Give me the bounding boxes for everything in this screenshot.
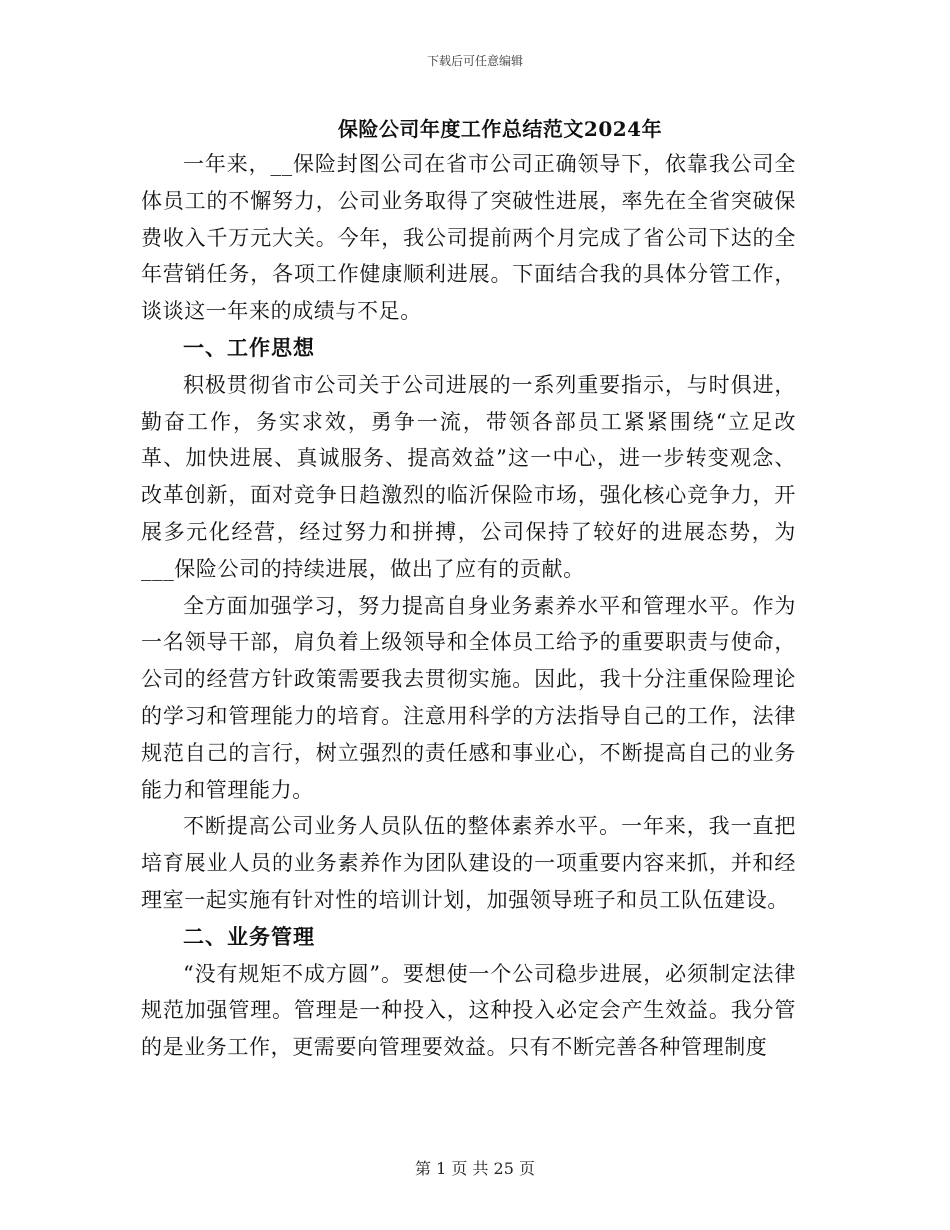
body-paragraph: 不断提高公司业务人员队伍的整体素养水平。一年来，我一直把培育展业人员的业务素养作为团队建设的一项重要内容来抓，并和经理室一起实施有针对性的培训计划，加强领导班子和员工队伍建设。 xyxy=(141,814,796,912)
page-header-note: 下载后可任意编辑 xyxy=(426,54,523,68)
body-paragraph: 积极贯彻省市公司关于公司进展的一系列重要指示，与时俱进，勤奋工作，务实求效，勇争一流，带领各部员工紧紧围绕“立足改革、加快进展、真诚服务、提高效益”这一中心，进一步转变观念、改革创新，面对竞争日趋激烈的临沂保险市场，强化核心竞争力，开展多元化经营，经过努力和拼搏，公司保持了较好的进展态势，为___保险公司的持续进展，做出了应有的贡献。 xyxy=(141,372,796,581)
section-heading-work-thought: 一、工作思想 xyxy=(183,334,315,360)
section-heading-business-management: 二、业务管理 xyxy=(183,923,315,949)
document-title: 保险公司年度工作总结范文2024年 xyxy=(337,117,663,141)
page-number: 第 1 页 共 25 页 xyxy=(415,1159,535,1178)
body-paragraph: 全方面加强学习，努力提高自身业务素养水平和管理水平。作为一名领导干部，肩负着上级领导和全体员工给予的重要职责与使命，公司的经营方针政策需要我去贯彻实施。因此，我十分注重保险理论的学习和管理能力的培育。注意用科学的方法指导自己的工作，法律规范自己的言行，树立强烈的责任感和事业心，不断提高自己的业务能力和管理能力。 xyxy=(141,593,796,802)
intro-paragraph: 一年来，__保险封图公司在省市公司正确领导下，依靠我公司全体员工的不懈努力，公司业务取得了突破性进展，率先在全省突破保费收入千万元大关。今年，我公司提前两个月完成了省公司下达的全年营销任务，各项工作健康顺利进展。下面结合我的具体分管工作，谈谈这一年来的成绩与不足。 xyxy=(141,152,796,324)
body-paragraph: “没有规矩不成方圆”。要想使一个公司稳步进展，必须制定法律规范加强管理。管理是一种投入，这种投入必定会产生效益。我分管的是业务工作，更需要向管理要效益。只有不断完善各种管理制度 xyxy=(141,961,796,1060)
document-body xyxy=(141,146,796,1066)
